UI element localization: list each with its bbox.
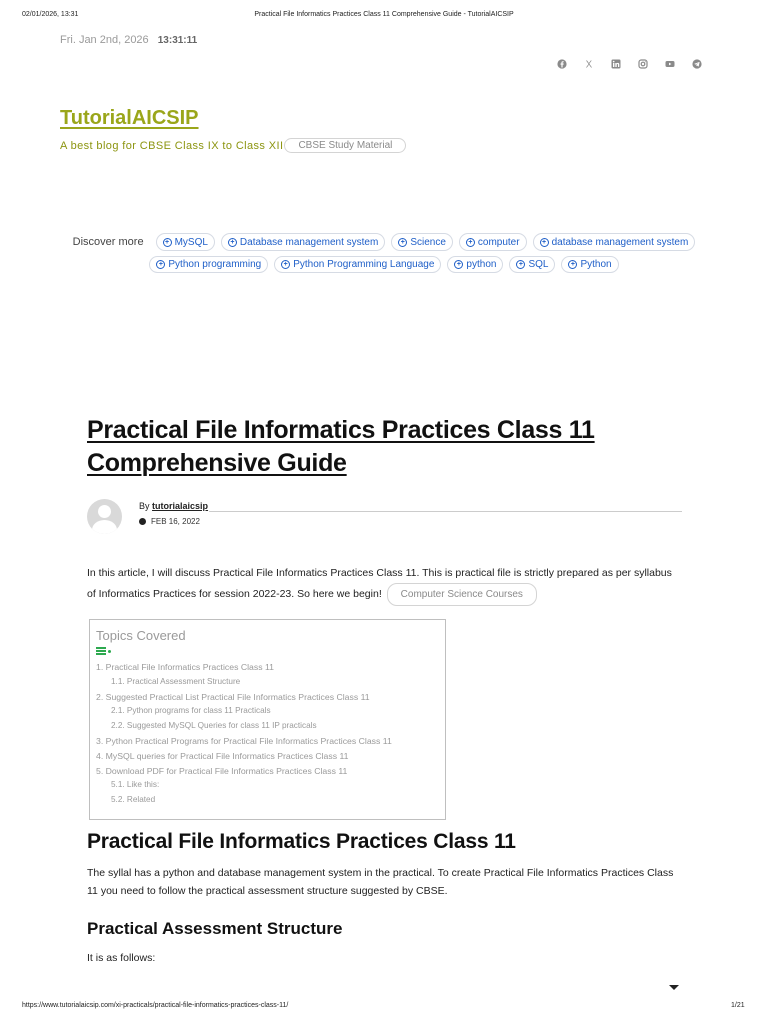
- linkedin-icon[interactable]: [609, 57, 622, 70]
- byline-divider: [209, 511, 682, 512]
- topbar-date: [60, 34, 197, 46]
- author-avatar: [87, 499, 122, 534]
- chip-label: database management system: [551, 236, 689, 248]
- toc-item[interactable]: 5. Download PDF for Practical File Informatics Practices Class 11: [96, 765, 348, 776]
- discover-chip[interactable]: [221, 233, 385, 251]
- toc-item[interactable]: 2. Suggested Practical List Practical File Informatics Practices Class 11: [96, 691, 370, 702]
- list-icon: [96, 647, 106, 655]
- site-brand-link[interactable]: TutorialAICSIP: [60, 107, 199, 129]
- discover-more-label: Discover more: [72, 236, 144, 248]
- chip-label: python: [466, 259, 497, 270]
- discover-chip[interactable]: [274, 256, 441, 273]
- chip-label: Science: [410, 236, 446, 248]
- discover-chip[interactable]: [533, 233, 696, 251]
- plus-circle-icon: +: [454, 260, 463, 269]
- toc-item[interactable]: 3. Python Practical Programs for Practical File Informatics Practices Class 11: [96, 735, 392, 746]
- print-url: https://www.tutorialaicsip.com/xi-practicals/practical-file-informatics-practices-class-11/: [22, 1002, 289, 1009]
- plus-circle-icon: +: [281, 260, 290, 269]
- clock-icon: [139, 518, 146, 525]
- instagram-icon[interactable]: [636, 57, 649, 70]
- subsection-heading: Practical Assessment Structure: [87, 919, 343, 938]
- print-datetime: 02/01/2026, 13:31: [22, 11, 79, 18]
- plus-circle-icon: +: [398, 238, 407, 247]
- discover-chip[interactable]: [561, 256, 618, 273]
- chip-label: Python: [580, 259, 612, 270]
- discover-chip[interactable]: [459, 233, 527, 251]
- toc-item[interactable]: 1.1. Practical Assessment Structure: [111, 676, 241, 686]
- plus-circle-icon: +: [156, 260, 165, 269]
- publish-date-text: FEB 16, 2022: [151, 517, 200, 526]
- plus-circle-icon: +: [540, 238, 549, 247]
- toc-item[interactable]: 2.2. Suggested MySQL Queries for class 11 IP practicals: [111, 721, 317, 731]
- toc-item[interactable]: 5.1. Like this:: [111, 780, 160, 790]
- chip-label: Python programming: [168, 259, 262, 270]
- intro-paragraph: [87, 564, 682, 606]
- computer-science-courses-link[interactable]: Computer Science Courses: [387, 583, 537, 606]
- byline: [139, 501, 208, 511]
- chip-label: MySQL: [174, 236, 208, 248]
- plus-circle-icon: +: [228, 238, 237, 247]
- current-date: Fri. Jan 2nd, 2026: [60, 34, 149, 46]
- chip-label: Python Programming Language: [293, 259, 435, 270]
- social-links: [555, 57, 703, 70]
- current-time: 13:31:11: [157, 35, 198, 46]
- twitter-icon[interactable]: [582, 57, 595, 70]
- intro-text: In this article, I will discuss Practical File Informatics Practices Class 11. This is practical file is strictly prepared as per syllabus of Informatics Practices for session 2022-23. So here we begin!: [87, 567, 672, 600]
- discover-chip[interactable]: [447, 256, 503, 273]
- subsection-paragraph: It is as follows:: [87, 952, 156, 964]
- discover-chip[interactable]: [391, 233, 453, 251]
- publish-date: [139, 517, 200, 526]
- facebook-icon[interactable]: [555, 57, 568, 70]
- tagline-text: A best blog for CBSE Class IX to Class XII: [60, 139, 284, 152]
- plus-circle-icon: +: [163, 238, 172, 247]
- by-prefix: By: [139, 501, 150, 511]
- print-page-title: Practical File Informatics Practices Class 11 Comprehensive Guide - TutorialAICSIP: [254, 11, 514, 18]
- toc-item[interactable]: 2.1. Python programs for class 11 Practicals: [111, 706, 271, 716]
- discover-chip[interactable]: [156, 233, 215, 251]
- cbse-study-material-link[interactable]: CBSE Study Material: [284, 138, 406, 153]
- chip-label: computer: [477, 236, 520, 248]
- toc-toggle-icon[interactable]: [96, 646, 439, 656]
- article-title[interactable]: Practical File Informatics Practices Class 11 Comprehensive Guide: [87, 416, 595, 477]
- author-meta: [87, 499, 682, 539]
- toc-item[interactable]: 1. Practical File Informatics Practices Class 11: [96, 662, 274, 672]
- telegram-icon[interactable]: [690, 57, 703, 70]
- print-header: [0, 11, 768, 23]
- site-tagline: [60, 138, 406, 153]
- toc-item[interactable]: 4. MySQL queries for Practical File Informatics Practices Class 11: [96, 750, 349, 761]
- plus-circle-icon: +: [466, 238, 475, 247]
- toc-dot: [108, 650, 111, 653]
- caret-down-icon[interactable]: [669, 985, 679, 990]
- discover-more-bar: [0, 233, 768, 273]
- chip-label: SQL: [528, 259, 549, 270]
- toc-title: Topics Covered: [96, 628, 186, 643]
- discover-chip[interactable]: [509, 256, 555, 273]
- section-paragraph: The syllal has a python and database management system in the practical. To create Practical File Informatics Practices Class 11 you need to follow the practical assessment structure suggested by CBSE.: [87, 867, 674, 897]
- table-of-contents: [89, 619, 446, 820]
- youtube-icon[interactable]: [663, 57, 676, 70]
- section-heading: Practical File Informatics Practices Class 11: [87, 830, 516, 853]
- discover-chip[interactable]: [149, 256, 268, 273]
- plus-circle-icon: +: [516, 260, 525, 269]
- chip-label: Database management system: [239, 236, 379, 248]
- plus-circle-icon: +: [568, 260, 577, 269]
- toc-list: [96, 660, 439, 808]
- toc-item[interactable]: 5.2. Related: [111, 795, 156, 805]
- author-link[interactable]: tutorialaicsip: [152, 501, 209, 511]
- print-page-number: 1/21: [731, 1002, 745, 1009]
